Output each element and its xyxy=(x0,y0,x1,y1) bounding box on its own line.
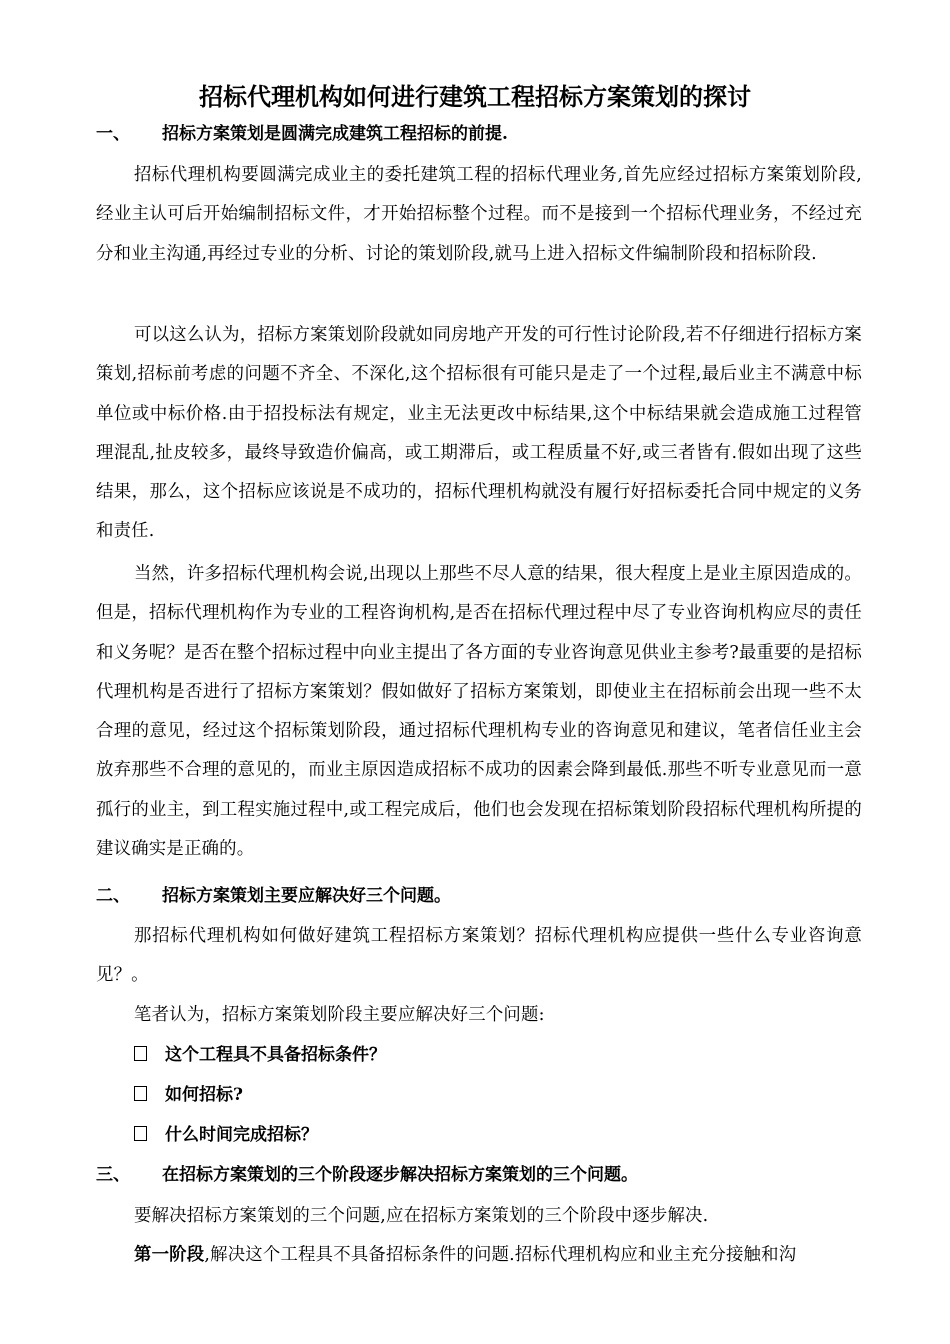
section-3-paragraph-2 xyxy=(96,1236,862,1275)
phase-one-text: ,解决这个工程具不具备招标条件的问题.招标代理机构应和业主充分接触和沟 xyxy=(204,1245,797,1265)
checkbox-square-icon xyxy=(134,1086,147,1101)
section-2-paragraph-2: 笔者认为，招标方案策划阶段主要应解决好三个问题: xyxy=(134,1005,545,1025)
section-2-number: 二、 xyxy=(96,886,130,906)
checkbox-square-icon xyxy=(134,1046,147,1061)
bullet-item-1-text: 这个工程具不具备招标条件？ xyxy=(165,1045,386,1065)
bullet-item-3 xyxy=(134,1122,318,1148)
section-1-heading xyxy=(96,121,876,147)
section-3-paragraph-1: 要解决招标方案策划的三个问题,应在招标方案策划的三个阶段中逐步解决. xyxy=(134,1206,709,1226)
section-3-number: 三、 xyxy=(96,1165,130,1185)
section-3-heading xyxy=(96,1162,876,1188)
phase-one-label: 第一阶段 xyxy=(134,1245,205,1265)
bullet-item-3-text: 什么时间完成招标？ xyxy=(165,1125,318,1145)
section-2-heading xyxy=(96,883,876,909)
section-1-number: 一、 xyxy=(96,124,130,144)
section-3-title: 在招标方案策划的三个阶段逐步解决招标方案策划的三个问题。 xyxy=(162,1165,638,1185)
bullet-item-2-text: 如何招标? xyxy=(165,1085,243,1105)
bullet-item-2 xyxy=(134,1082,243,1108)
section-2-paragraph-1: 那招标代理机构如何做好建筑工程招标方案策划？招标代理机构应提供一些什么专业咨询意见？。 xyxy=(96,926,862,986)
document-title: 招标代理机构如何进行建筑工程招标方案策划的探讨 xyxy=(199,82,751,111)
checkbox-square-icon xyxy=(134,1126,147,1141)
section-1-paragraph-3: 当然，许多招标代理机构会说,出现以上那些不尽人意的结果，很大程度上是业主原因造成的。但是，招标代理机构作为专业的工程咨询机构,是否在招标代理过程中尽了专业咨询机构应尽的责任和义务呢？是否在整个招标过程中向业主提出了各方面的专业咨询意见供业主参考?最重要的是招标代理机构是否进行了招标方案策划？假如做好了招标方案策划，即使业主在招标前会出现一些不太合理的意见，经过这个招标策划阶段，通过招标代理机构专业的咨询意见和建议，笔者信任业主会放弃那些不合理的意见的，而业主原因造成招标不成功的因素会降到最低.那些不听专业意见而一意孤行的业主，到工程实施过程中,或工程完成后，他们也会发现在招标策划阶段招标代理机构所提的建议确实是正确的。 xyxy=(96,564,862,860)
section-2-title: 招标方案策划主要应解决好三个问题。 xyxy=(162,886,451,906)
section-1-paragraph-2: 可以这么认为，招标方案策划阶段就如同房地产开发的可行性讨论阶段,若不仔细进行招标方案策划,招标前考虑的问题不齐全、不深化,这个招标很有可能只是走了一个过程,最后业主不满意中标单位或中标价格.由于招投标法有规定，业主无法更改中标结果,这个中标结果就会造成施工过程管理混乱,扯皮较多，最终导致造价偏高，或工期滞后，或工程质量不好,或三者皆有.假如出现了这些结果，那么，这个招标应该说是不成功的，招标代理机构就没有履行好招标委托合同中规定的义务和责任. xyxy=(96,325,862,542)
section-1-title: 招标方案策划是圆满完成建筑工程招标的前提. xyxy=(162,124,508,144)
section-1-paragraph-1: 招标代理机构要圆满完成业主的委托建筑工程的招标代理业务,首先应经过招标方案策划阶段,经业主认可后开始编制招标文件，才开始招标整个过程。而不是接到一个招标代理业务，不经过充分和业主沟通,再经过专业的分析、讨论的策划阶段,就马上进入招标文件编制阶段和招标阶段. xyxy=(96,165,862,264)
bullet-item-1 xyxy=(134,1042,386,1068)
